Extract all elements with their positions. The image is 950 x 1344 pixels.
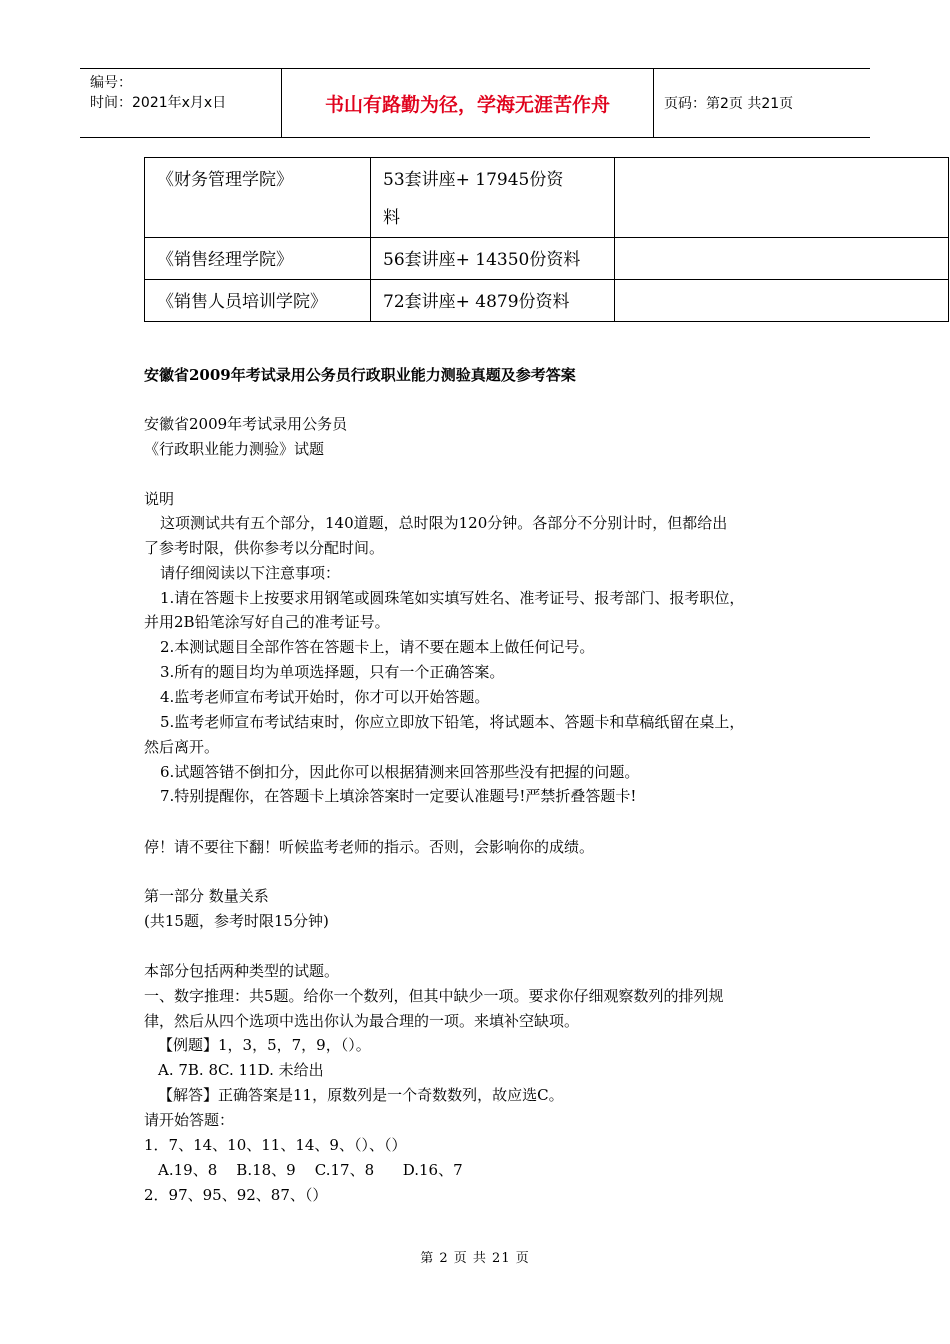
header-motto: 书山有路勤为径，学海无涯苦作舟 — [282, 69, 654, 137]
header-page-label: 页码：第2页 共21页 — [664, 96, 794, 112]
example-options: A. 7B. 8C. 11D. 未给出 — [158, 1061, 324, 1079]
desc-line: 53套讲座+ 17945份资 — [383, 170, 564, 190]
resource-table — [144, 157, 949, 322]
table-cell-name: 《销售人员培训学院》 — [145, 280, 371, 322]
table-row — [145, 238, 949, 280]
table-cell-name: 《销售经理学院》 — [145, 238, 371, 280]
table-cell-desc — [371, 158, 615, 238]
number-label: 编号： — [90, 75, 132, 91]
header-meta — [80, 69, 282, 137]
subtitle: 安徽省2009年考试录用公务员 — [144, 415, 348, 433]
list-item: 1.请在答题卡上按要求用钢笔或圆珠笔如实填写姓名、准考证号、报考部门、报考职位， — [160, 589, 745, 607]
table-cell-extra — [615, 280, 949, 322]
table-row — [145, 280, 949, 322]
paragraph: 停！请不要往下翻！听候监考老师的指示。否则，会影响你的成绩。 — [144, 838, 595, 856]
document-heading: 安徽省2009年考试录用公务员行政职业能力测验真题及参考答案 — [144, 366, 576, 384]
paragraph: 这项测试共有五个部分，140道题，总时限为120分钟。各部分不分别计时，但都给出 — [160, 514, 728, 532]
page-footer: 第 2 页 共 21 页 — [420, 1251, 530, 1266]
list-item: 6.试题答错不倒扣分，因此你可以根据猜测来回答那些没有把握的问题。 — [160, 763, 640, 781]
table-cell-desc: 72套讲座+ 4879份资料 — [371, 280, 615, 322]
list-item: 2.本测试题目全部作答在答题卡上，请不要在题本上做任何记号。 — [160, 638, 595, 656]
paragraph: 一、数字推理：共5题。给你一个数列，但其中缺少一项。要求你仔细观察数列的排列规 — [144, 987, 724, 1005]
section-subtitle: (共15题，参考时限15分钟) — [144, 912, 329, 930]
time-label: 时间：2021年x月x日 — [90, 95, 227, 111]
paragraph: 了参考时限，供你参考以分配时间。 — [144, 539, 385, 557]
table-cell-extra — [615, 158, 949, 238]
list-item: 并用2B铅笔涂写好自己的准考证号。 — [144, 613, 390, 631]
desc-line: 料 — [383, 208, 400, 228]
note-title: 说明 — [144, 490, 175, 508]
table-cell-extra — [615, 238, 949, 280]
subtitle: 《行政职业能力测验》试题 — [144, 440, 325, 458]
section-title: 第一部分 数量关系 — [144, 887, 269, 905]
table-cell-desc: 56套讲座+ 14350份资料 — [371, 238, 615, 280]
paragraph: 律，然后从四个选项中选出你认为最合理的一项。来填补空缺项。 — [144, 1012, 580, 1030]
example-answer: 【解答】正确答案是11，原数列是一个奇数数列，故应选C。 — [158, 1086, 564, 1104]
table-row — [145, 158, 949, 238]
paragraph: 请仔细阅读以下注意事项： — [160, 564, 341, 582]
list-item: 然后离开。 — [144, 738, 220, 756]
paragraph: 本部分包括两种类型的试题。 — [144, 962, 340, 980]
table-cell-name: 《财务管理学院》 — [145, 158, 371, 238]
list-item: 5.监考老师宣布考试结束时，你应立即放下铅笔，将试题本、答题卡和草稿纸留在桌上， — [160, 713, 745, 731]
example: 【例题】1，3，5，7，9，（）。 — [158, 1036, 371, 1054]
question-options: A.19、8 B.18、9 C.17、8 D.16、7 — [158, 1161, 463, 1179]
question: 1．7、14、10、11、14、9、（）、（） — [144, 1136, 407, 1154]
list-item: 7.特别提醒你，在答题卡上填涂答案时一定要认准题号!严禁折叠答题卡! — [160, 787, 637, 805]
paragraph: 请开始答题： — [144, 1111, 235, 1129]
page-header — [80, 68, 870, 138]
list-item: 3.所有的题目均为单项选择题，只有一个正确答案。 — [160, 663, 505, 681]
list-item: 4.监考老师宣布考试开始时，你才可以开始答题。 — [160, 688, 490, 706]
question: 2．97、95、92、87、（） — [144, 1186, 328, 1204]
